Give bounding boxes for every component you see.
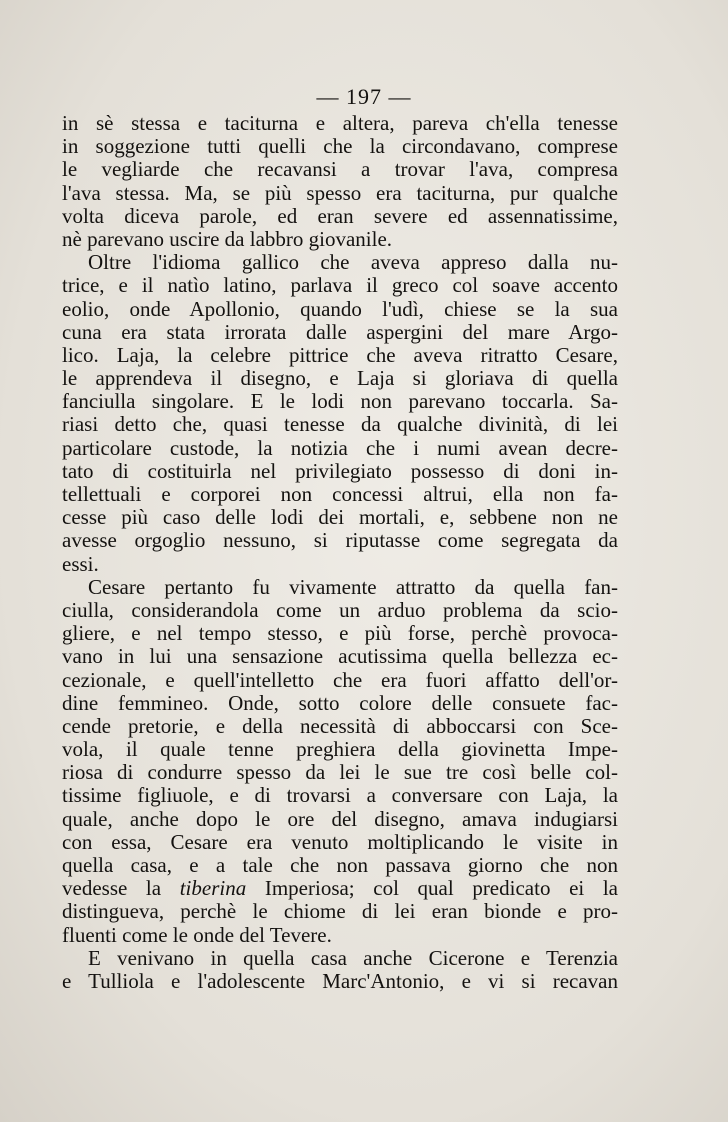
text-line: particolare custode, la notizia che i numi avean decre-	[62, 435, 618, 460]
text-line: tato di costituirla nel privilegiato possesso di doni in-	[62, 458, 618, 483]
text-line: tellettuali e corporei non concessi altrui, ella non fa-	[62, 482, 618, 506]
text-line: fanciulla singolare. E le lodi non parevano toccarla. Sa-	[62, 389, 618, 414]
text-line: ciulla, considerandola come un arduo problema da scio-	[62, 597, 618, 622]
text-line: vedesse la tiberina Imperiosa; col qual predicato ei la	[62, 876, 618, 901]
text-line: Cesare pertanto fu vivamente attratto da quella fan-	[88, 574, 618, 599]
text-line: l'ava stessa. Ma, se più spesso era taciturna, pur qualche	[62, 180, 618, 205]
text-line: lico. Laja, la celebre pittrice che aveva ritratto Cesare,	[62, 342, 618, 367]
text-line: E venivano in quella casa anche Cicerone e Terenzia	[88, 945, 618, 970]
text-line: avesse orgoglio nessuno, si riputasse come segregata da	[62, 528, 618, 553]
text-line: e Tulliola e l'adolescente Marc'Antonio, e vi si recavan	[62, 968, 618, 993]
text-line: cuna era stata irrorata dalle aspergini del mare Argo-	[62, 319, 618, 344]
text-line: quale, anche dopo le ore del disegno, amava indugiarsi	[62, 806, 618, 831]
text-line: cende pretorie, e della necessità di abboccarsi con Sce-	[62, 713, 618, 738]
page-number: — 197 —	[316, 84, 412, 109]
text-line: gliere, e nel tempo stesso, e più forse, perchè provoca-	[62, 621, 618, 646]
text-line: eolio, onde Apollonio, quando l'udì, chiese se la sua	[62, 296, 618, 321]
paragraph	[62, 251, 618, 576]
text-line: Oltre l'idioma gallico che aveva appreso dalla nu-	[88, 250, 618, 275]
text-line: volta diceva parole, ed eran severe ed assennatissime,	[62, 203, 618, 228]
text-line: dine femmineo. Onde, sotto colore delle consuete fac-	[62, 690, 618, 715]
text-line: le vegliarde che recavansi a trovar l'ava, compresa	[62, 157, 618, 182]
text-line: nè parevano uscire da labbro giovanile.	[62, 226, 393, 251]
text-line: essi.	[62, 551, 99, 576]
paragraph	[62, 112, 618, 251]
italic-word: tiberina	[179, 876, 247, 901]
text-line: in soggezione tutti quelli che la circondavano, comprese	[62, 134, 618, 159]
paragraph	[62, 947, 618, 993]
body-text	[62, 112, 618, 993]
text-line: distingueva, perchè le chiome di lei eran bionde e pro-	[62, 899, 618, 924]
text-line: riasi detto che, quasi tenesse da qualche divinità, di lei	[62, 412, 618, 437]
text-line: quella casa, e a tale che non passava giorno che non	[62, 853, 618, 877]
text-line: cezionale, e quell'intelletto che era fuori affatto dell'or-	[62, 667, 618, 692]
text-line: vola, il quale tenne preghiera della giovinetta Impe-	[62, 737, 618, 762]
text-line: fluenti come le onde del Tevere.	[62, 922, 332, 947]
paragraph	[62, 576, 618, 947]
text-line: vano in lui una sensazione acutissima quella bellezza ec-	[62, 644, 618, 669]
text-line: tissime figliuole, e di trovarsi a conversare con Laja, la	[62, 783, 618, 808]
text-line: le apprendeva il disegno, e Laja si gloriava di quella	[62, 366, 618, 391]
text-line: riosa di condurre spesso da lei le sue tre così belle col-	[62, 760, 618, 785]
text-line: cesse più caso delle lodi dei mortali, e, sebbene non ne	[62, 505, 618, 530]
text-line: con essa, Cesare era venuto moltiplicando le visite in	[62, 829, 618, 854]
text-line: trice, e il natìo latino, parlava il greco col soave accento	[62, 273, 618, 298]
text-line: in sè stessa e taciturna e altera, pareva ch'ella tenesse	[62, 111, 618, 135]
